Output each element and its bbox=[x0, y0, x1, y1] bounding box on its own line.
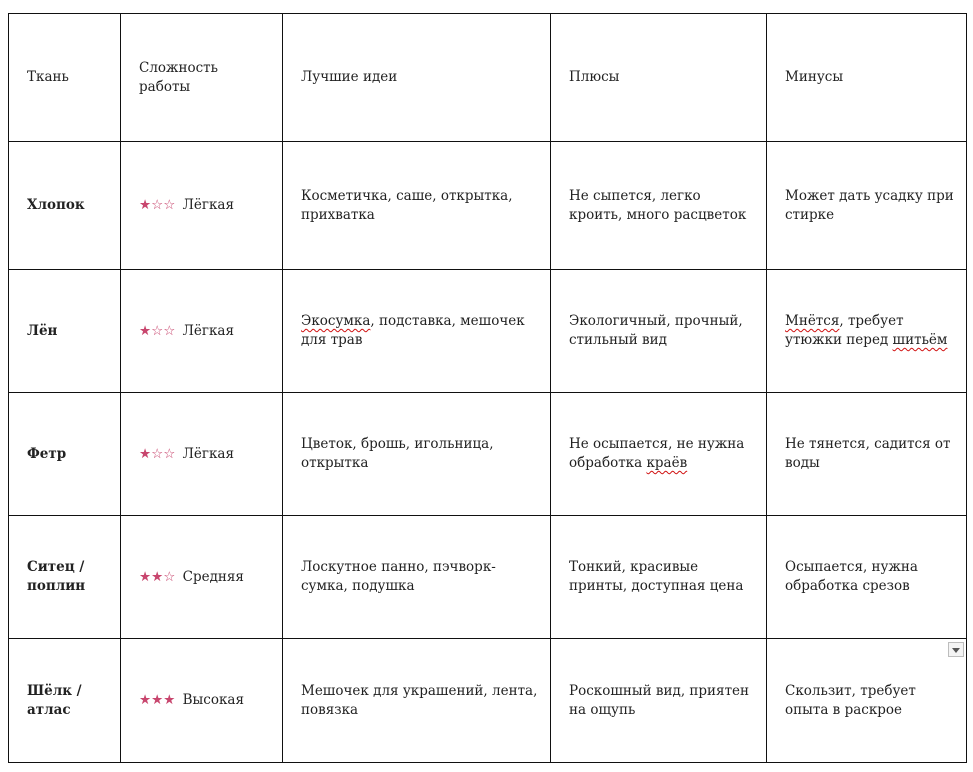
spellcheck-word[interactable]: Экосумка bbox=[301, 313, 371, 329]
pros-cell: Роскошный вид, приятен на ощупь bbox=[551, 639, 767, 763]
difficulty-stars bbox=[139, 446, 175, 462]
fabric-comparison-table bbox=[8, 13, 967, 763]
fabric-name: Ситец / поплин bbox=[9, 516, 121, 639]
pros-text: Не осыпается, не нужна обработка bbox=[569, 436, 745, 471]
difficulty-label: Средняя bbox=[182, 568, 244, 585]
spellcheck-word[interactable]: Мнётся bbox=[785, 313, 840, 329]
pros-cell: Экологичный, прочный, стильный вид bbox=[551, 270, 767, 393]
table-row bbox=[9, 639, 967, 763]
star-filled-icon: ★★★ bbox=[139, 692, 176, 708]
difficulty-stars bbox=[139, 692, 175, 708]
fabric-name: Фетр bbox=[9, 393, 121, 516]
ideas-cell: Цветок, брошь, игольница, открытка bbox=[283, 393, 551, 516]
header-pros: Плюсы bbox=[551, 14, 767, 142]
table-header-row bbox=[9, 14, 967, 142]
fabric-name: Шёлк / атлас bbox=[9, 639, 121, 763]
difficulty-cell bbox=[121, 142, 283, 270]
pros-cell: Не сыпется, легко кроить, много расцветок bbox=[551, 142, 767, 270]
cons-cell: Скользит, требует опыта в раскрое bbox=[767, 639, 967, 763]
difficulty-label: Лёгкая bbox=[182, 445, 234, 462]
dropdown-arrow-icon[interactable] bbox=[948, 642, 964, 657]
difficulty-stars bbox=[139, 197, 175, 213]
star-filled-icon: ★ bbox=[139, 197, 152, 213]
difficulty-cell bbox=[121, 639, 283, 763]
spellcheck-word[interactable]: краёв bbox=[646, 455, 688, 471]
difficulty-stars bbox=[139, 569, 175, 585]
difficulty-cell bbox=[121, 393, 283, 516]
header-fabric: Ткань bbox=[9, 14, 121, 142]
star-filled-icon: ★ bbox=[139, 322, 152, 339]
header-cons: Минусы bbox=[767, 14, 967, 142]
star-empty-icon: ☆☆ bbox=[151, 197, 176, 213]
header-difficulty: Сложность работы bbox=[121, 14, 283, 142]
cons-text: , требует утюжки перед bbox=[785, 313, 904, 348]
header-ideas: Лучшие идеи bbox=[283, 14, 551, 142]
ideas-cell: Мешочек для украшений, лента, повязка bbox=[283, 639, 551, 763]
ideas-cell: Косметичка, саше, открытка, прихватка bbox=[283, 142, 551, 270]
table-row bbox=[9, 516, 967, 639]
difficulty-label: Высокая bbox=[182, 692, 244, 708]
star-filled-icon: ★ bbox=[139, 445, 152, 462]
ideas-text: , подставка, мешочек для трав bbox=[301, 313, 525, 348]
pros-cell: Тонкий, красивые принты, доступная цена bbox=[551, 516, 767, 639]
difficulty-stars bbox=[139, 323, 175, 339]
spellcheck-word[interactable]: шитьём bbox=[892, 332, 948, 348]
star-empty-icon: ☆ bbox=[163, 568, 176, 585]
table-row bbox=[9, 142, 967, 270]
difficulty-cell bbox=[121, 516, 283, 639]
fabric-name: Хлопок bbox=[9, 142, 121, 270]
cons-cell bbox=[767, 270, 967, 393]
cons-cell: Не тянется, садится от воды bbox=[767, 393, 967, 516]
difficulty-cell bbox=[121, 270, 283, 393]
table-row bbox=[9, 393, 967, 516]
difficulty-label: Лёгкая bbox=[182, 197, 234, 213]
fabric-name: Лён bbox=[9, 270, 121, 393]
pros-cell bbox=[551, 393, 767, 516]
table-row bbox=[9, 270, 967, 393]
difficulty-label: Лёгкая bbox=[182, 322, 234, 339]
cons-cell: Может дать усадку при стирке bbox=[767, 142, 967, 270]
cons-cell: Осыпается, нужна обработка срезов bbox=[767, 516, 967, 639]
star-empty-icon: ☆☆ bbox=[151, 445, 176, 462]
ideas-cell: Лоскутное панно, пэчворк-сумка, подушка bbox=[283, 516, 551, 639]
star-filled-icon: ★★ bbox=[139, 568, 164, 585]
star-empty-icon: ☆☆ bbox=[151, 322, 176, 339]
ideas-cell bbox=[283, 270, 551, 393]
